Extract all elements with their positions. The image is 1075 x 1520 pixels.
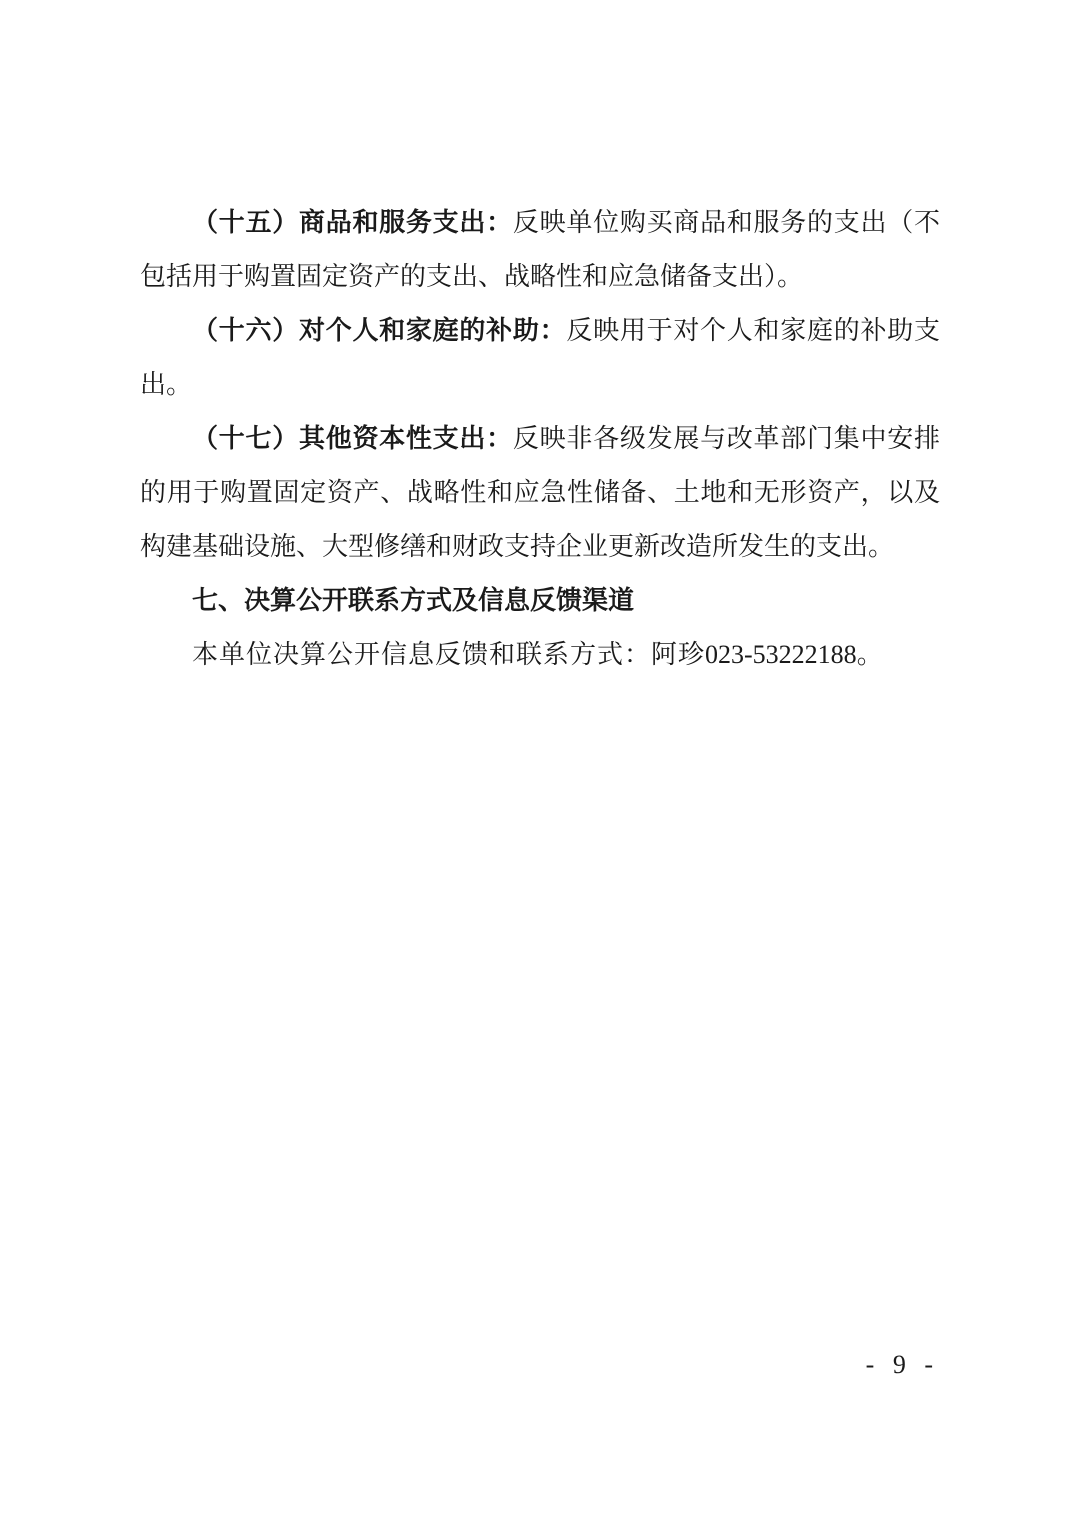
contact-end: 。 (856, 640, 884, 670)
paragraph-household-subsidy (140, 304, 940, 412)
section-heading: 七、决算公开联系方式及信息反馈渠道 (192, 586, 635, 616)
paragraph-lead: （十五）商品和服务支出： (192, 208, 513, 238)
paragraph-text: 反映非各级发展与改革部门集中安排的用于购置固定资产、战略性和应急性储备、土地和无形资产，以及构建基础设施、大型修缮和财政支持企业更新改造所发生的支出。 (140, 424, 940, 562)
paragraph-lead: （十七）其他资本性支出： (192, 424, 513, 454)
document-body (140, 196, 940, 682)
paragraph-text: 反映单位购买商品和服务的支出（不包括用于购置固定资产的支出、战略性和应急储备支出）。 (140, 208, 940, 292)
contact-paragraph (140, 628, 940, 682)
paragraph-text: 反映用于对个人和家庭的补助支出。 (140, 316, 940, 400)
paragraph-goods-services (140, 196, 940, 304)
paragraph-lead: （十六）对个人和家庭的补助： (192, 316, 567, 346)
contact-text: 本单位决算公开信息反馈和联系方式：阿珍 (192, 640, 706, 670)
page-number: - 9 - (865, 1350, 939, 1379)
contact-phone: 023-53222188 (705, 640, 857, 669)
paragraph-other-capital (140, 412, 940, 574)
